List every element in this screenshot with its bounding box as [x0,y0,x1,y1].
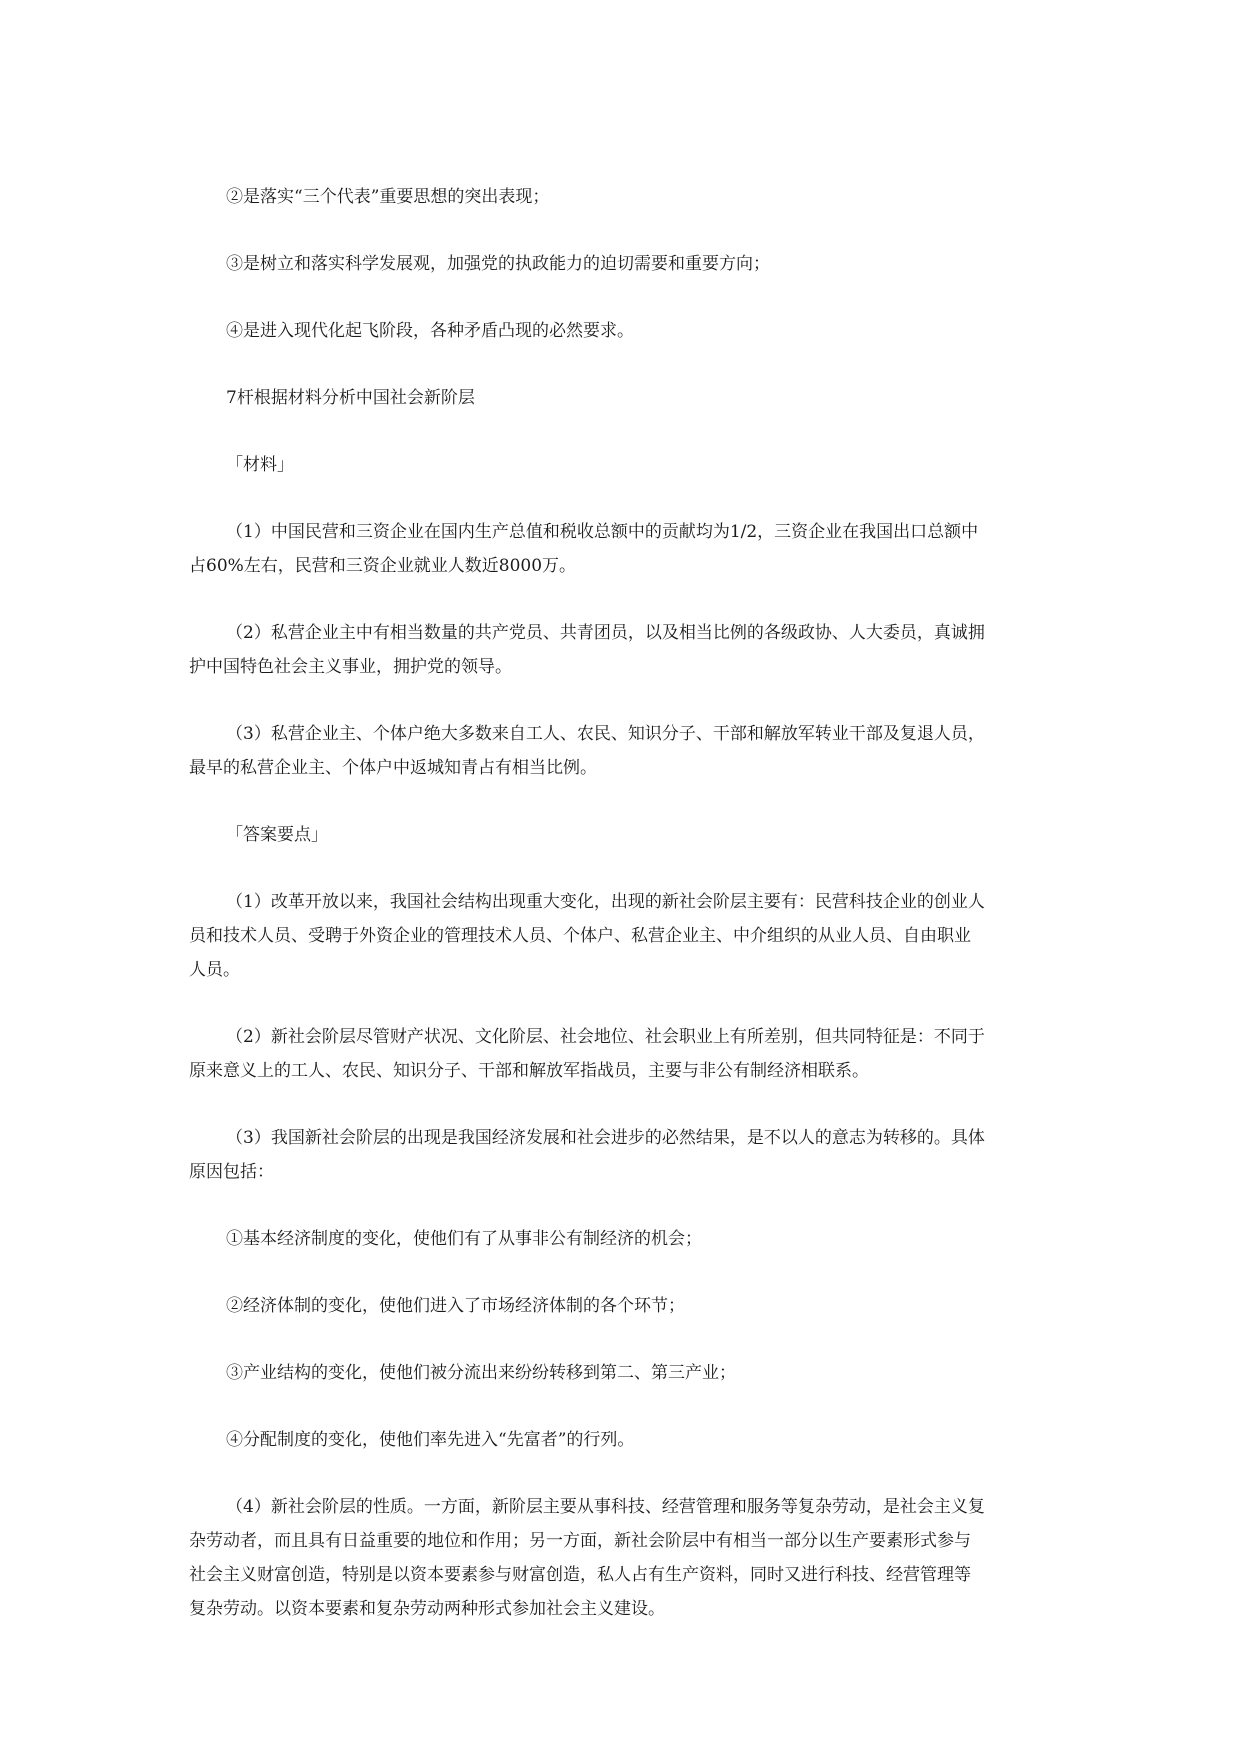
text-line: （3）私营企业主、个体户绝大多数来自工人、农民、知识分子、干部和解放军转业干部及复退人员， [226,724,985,744]
section-label: 「答案要点」 [226,825,328,845]
section-heading: 7杆根据材料分析中国社会新阶层 [226,388,475,408]
text-line: （1）中国民营和三资企业在国内生产总值和税收总额中的贡献均为1/2，三资企业在我国出口总额中 [226,522,979,542]
text-line: ①基本经济制度的变化，使他们有了从事非公有制经济的机会； [226,1229,702,1249]
text-line: ②经济体制的变化，使他们进入了市场经济体制的各个环节； [226,1296,685,1316]
text-line: 人员。 [189,960,240,980]
text-line: ③产业结构的变化，使他们被分流出来纷纷转移到第二、第三产业； [226,1363,736,1383]
text-line: ②是落实“三个代表”重要思想的突出表现； [226,187,550,207]
text-line: ④分配制度的变化，使他们率先进入“先富者”的行列。 [226,1430,635,1450]
text-line: 杂劳动者，而且具有日益重要的地位和作用；另一方面，新社会阶层中有相当一部分以生产要素形式参与 [189,1531,971,1551]
text-line: 最早的私营企业主、个体户中返城知青占有相当比例。 [189,758,597,778]
text-line: 护中国特色社会主义事业，拥护党的领导。 [189,657,512,677]
text-line: 原来意义上的工人、农民、知识分子、干部和解放军指战员，主要与非公有制经济相联系。 [189,1061,869,1081]
text-line: 员和技术人员、受聘于外资企业的管理技术人员、个体户、私营企业主、中介组织的从业人员、自由职业 [189,926,971,946]
section-label: 「材料」 [226,455,294,475]
text-line: （2）新社会阶层尽管财产状况、文化阶层、社会地位、社会职业上有所差别，但共同特征是：不同于 [226,1027,985,1047]
text-line: （4）新社会阶层的性质。一方面，新阶层主要从事科技、经营管理和服务等复杂劳动，是社会主义复 [226,1497,985,1517]
text-line: 社会主义财富创造，特别是以资本要素参与财富创造，私人占有生产资料，同时又进行科技、经营管理等 [189,1565,971,1585]
text-line: ③是树立和落实科学发展观，加强党的执政能力的迫切需要和重要方向； [226,254,770,274]
text-line: 占60%左右，民营和三资企业就业人数近8000万。 [189,556,577,576]
text-line: ④是进入现代化起飞阶段，各种矛盾凸现的必然要求。 [226,321,634,341]
text-line: 原因包括： [189,1162,274,1182]
text-line: 复杂劳动。以资本要素和复杂劳动两种形式参加社会主义建设。 [189,1599,665,1619]
text-line: （1）改革开放以来，我国社会结构出现重大变化，出现的新社会阶层主要有：民营科技企业的创业人 [226,892,985,912]
text-line: （2）私营企业主中有相当数量的共产党员、共青团员，以及相当比例的各级政协、人大委员，真诚拥 [226,623,985,643]
text-line: （3）我国新社会阶层的出现是我国经济发展和社会进步的必然结果，是不以人的意志为转移的。具体 [226,1128,985,1148]
